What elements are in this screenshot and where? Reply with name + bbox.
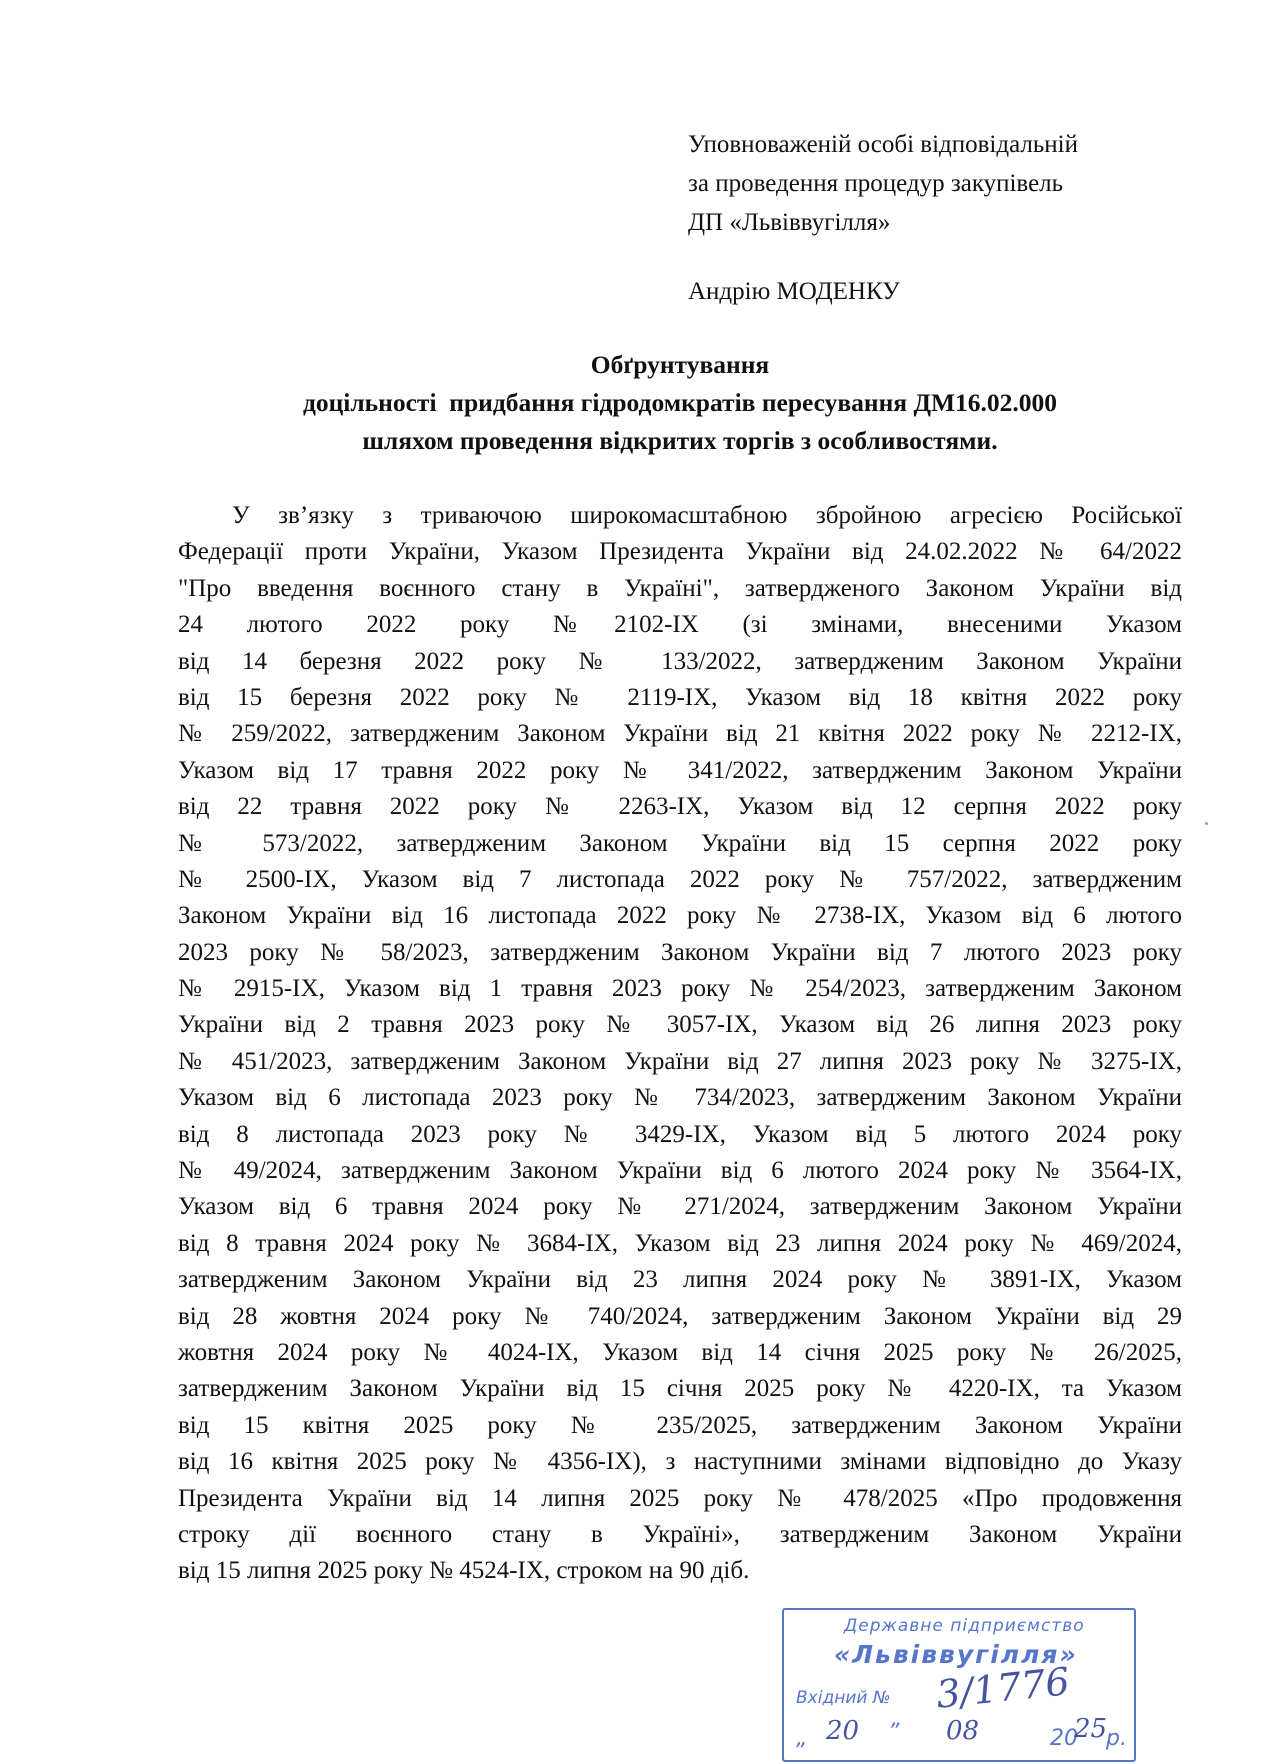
body-line: Федерації проти України, Указом Президента України від 24.02.2022 № 64/2022 [178,538,1182,566]
addressee-line: Уповноваженій особі відповідальній [688,131,1078,158]
body-line: від 15 квітня 2025 року № 235/2025, затвердженим Законом України [178,1411,1182,1439]
body-line: від 14 березня 2022 року № 133/2022, затвердженим Законом України [178,647,1182,675]
incoming-registration-stamp [782,1608,1136,1762]
stamp-year-prefix: 20 [1050,1726,1078,1751]
body-line: № 451/2023, затвердженим Законом України від 27 липня 2023 року № 3275-IX, [178,1047,1182,1075]
body-line: № 573/2022, затвердженим Законом України від 15 серпня 2022 року [178,829,1182,857]
stamp-year-suffix: 25 [1074,1714,1108,1744]
body-line: Законом України від 16 листопада 2022 року № 2738-IX, Указом від 6 лютого [178,902,1182,930]
body-line: № 259/2022, затвердженим Законом України від 21 квітня 2022 року № 2212-IX, [178,720,1182,748]
body-line: Указом від 6 листопада 2023 року № 734/2023, затвердженим Законом України [178,1084,1182,1112]
title-line: доцільності придбання гідродомкратів пересування ДМ16.02.000 [302,388,1058,417]
body-paragraph [178,498,1182,1590]
body-line: жовтня 2024 року № 4024-IX, Указом від 14 січня 2025 року № 26/2025, [178,1338,1182,1366]
stamp-incoming-number: 3/1776 [934,1659,1072,1717]
title-line: шляхом проведення відкритих торгів з особливостями. [362,426,998,455]
body-line: від 28 жовтня 2024 року № 740/2024, затвердженим Законом України від 29 [178,1302,1182,1330]
body-line: № 2500-IX, Указом від 7 листопада 2022 року № 757/2022, затвердженим [178,865,1182,893]
stamp-year-unit: р. [1106,1726,1127,1751]
body-line: Указом від 6 травня 2024 року № 271/2024, затвердженим Законом України [178,1193,1182,1221]
body-line: 24 лютого 2022 року №2102-IX (зі змінами, внесеними Указом [178,611,1182,639]
body-line: Президента України від 14 липня 2025 року № 478/2025 «Про продовження [178,1484,1182,1512]
body-line: від 15 липня 2025 року № 4524-IX, строком на 90 діб. [178,1557,750,1585]
stamp-organization: Державне підприємство [844,1616,1085,1636]
body-line: № 49/2024, затвердженим Законом України від 6 лютого 2024 року № 3564-IX, [178,1157,1182,1185]
body-line: строку дії воєнного стану в Україні», затвердженим Законом України [178,1520,1182,1548]
body-line: "Про введення воєнного стану в Україні", затвердженого Законом України від [178,574,1182,602]
body-line: У зв’язку з триваючою широкомасштабною збройною агресією Російської [232,502,1182,529]
body-line: від 16 квітня 2025 року № 4356-IX), з наступними змінами відповідно до Указу [178,1448,1182,1476]
body-line: Указом від 17 травня 2022 року № 341/2022, затвердженим Законом України [178,756,1182,784]
body-line: від 22 травня 2022 року № 2263-IX, Указом від 12 серпня 2022 року [178,793,1182,821]
scan-speck [1205,822,1208,825]
body-line: від 8 травня 2024 року № 3684-IX, Указом від 23 липня 2024 року № 469/2024, [178,1229,1182,1257]
title-line: Обґрунтування [590,350,770,379]
addressee-line: ДП «Львіввугілля» [688,209,891,236]
body-line: від 8 листопада 2023 року № 3429-IX, Указом від 5 лютого 2024 року [178,1120,1182,1148]
stamp-day: 20 [826,1716,860,1746]
addressee-block [688,125,1078,311]
stamp-open-quote: „ [796,1726,808,1751]
body-line: 2023 року № 58/2023, затвердженим Законом України від 7 лютого 2023 року [178,938,1182,966]
stamp-company-name: «Львіввугілля» [834,1640,1078,1669]
stamp-incoming-label: Вхідний № [796,1688,891,1708]
body-line: України від 2 травня 2023 року № 3057-IX, Указом від 26 липня 2023 року [178,1011,1182,1039]
addressee-line: за проведення процедур закупівель [688,170,1064,197]
addressee-name: Андрію МОДЕНКУ [688,278,900,305]
stamp-close-quote: ” [888,1720,900,1745]
stamp-month: 08 [946,1716,980,1746]
body-line: затвердженим Законом України від 15 січня 2025 року № 4220-IX, та Указом [178,1375,1182,1403]
body-line: затвердженим Законом України від 23 липня 2024 року № 3891-IX, Указом [178,1266,1182,1294]
document-title [150,346,1210,460]
body-line: № 2915-IX, Указом від 1 травня 2023 року № 254/2023, затвердженим Законом [178,975,1182,1003]
body-line: від 15 березня 2022 року № 2119-IX, Указом від 18 квітня 2022 року [178,683,1182,711]
